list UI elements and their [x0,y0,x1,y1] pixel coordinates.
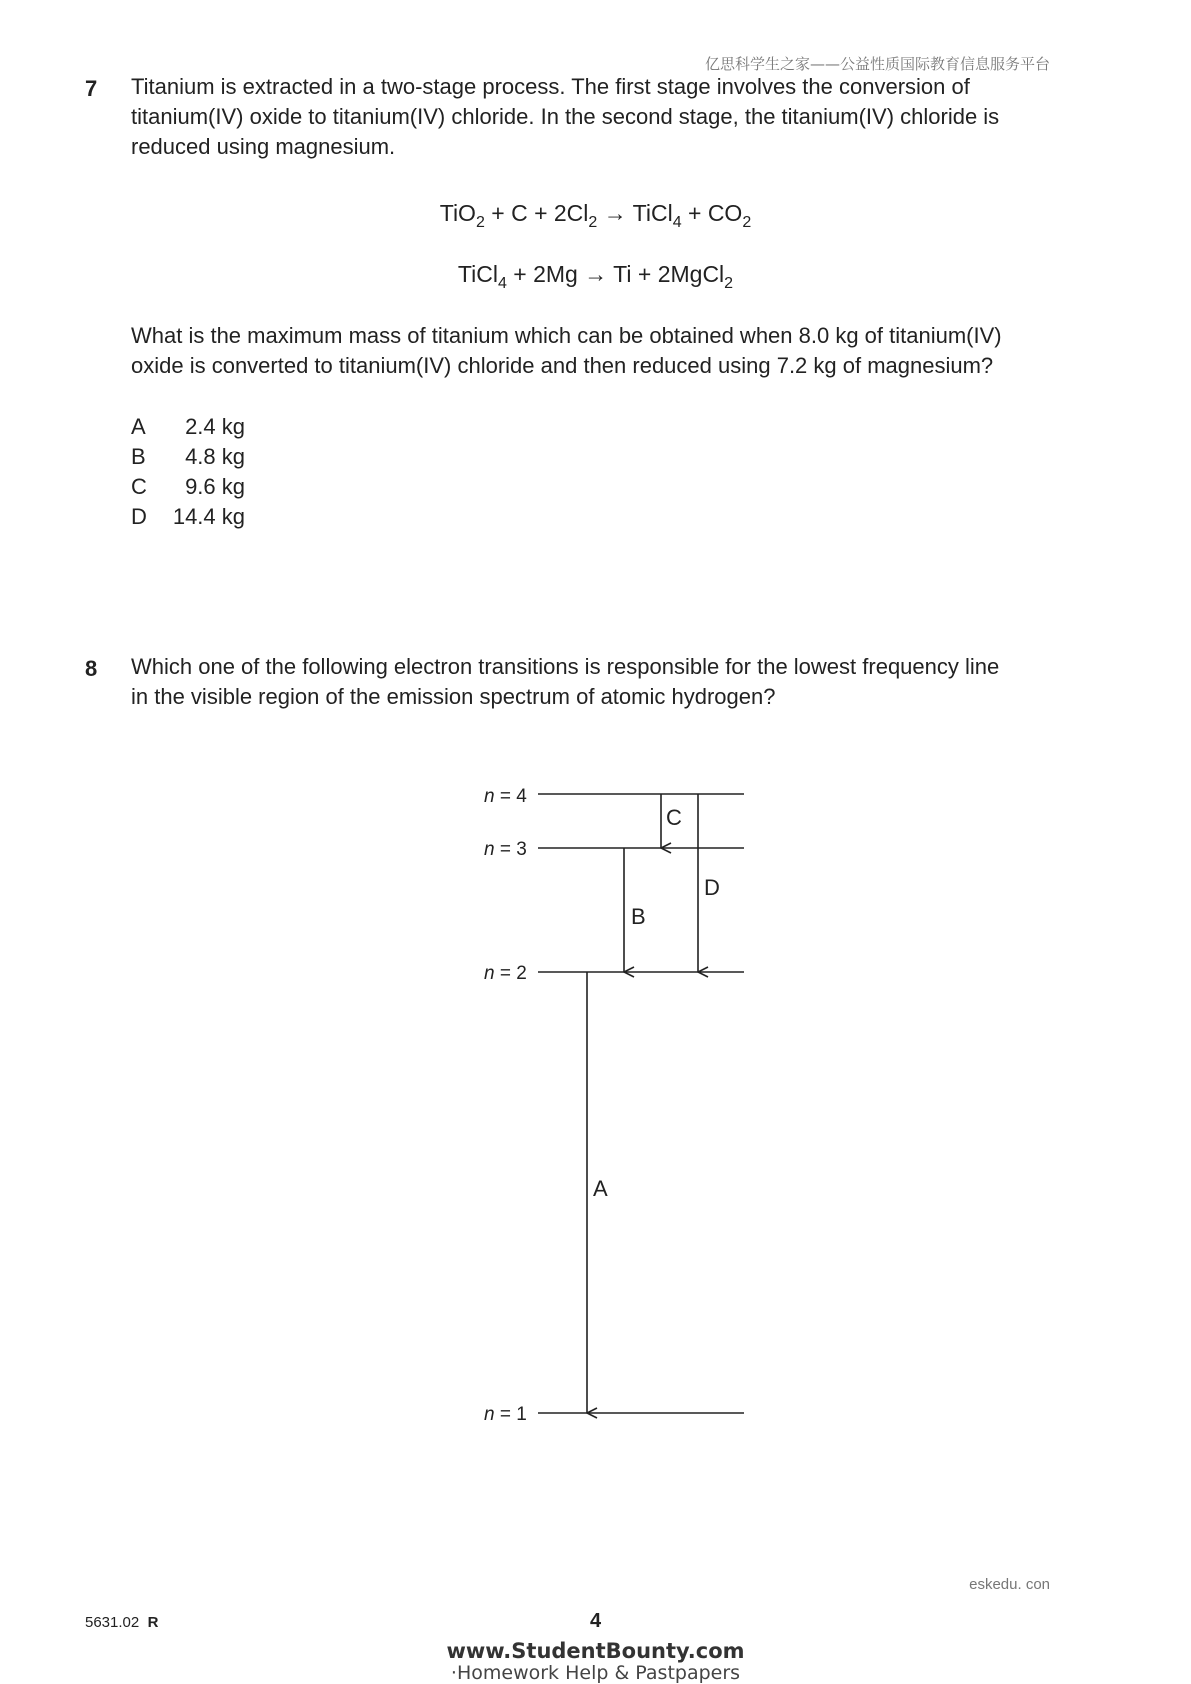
level-label-n2: n = 2 [484,963,527,984]
option-letter: A [131,414,146,439]
option-value: 2.4 kg [185,414,245,439]
level-label-n1: n = 1 [484,1404,527,1425]
level-label-n4: n = 4 [484,786,527,807]
watermark-text: eskedu. con [969,1576,1050,1593]
question-8-number: 8 [85,656,98,681]
site-url[interactable]: www.StudentBounty.com [446,1639,745,1663]
option-value: 4.8 kg [185,444,245,469]
question-7-number: 7 [85,76,98,101]
option-letter: B [131,444,146,469]
question-8-line-1: Which one of the following electron transitions is responsible for the lowest frequency line [131,654,1000,679]
question-7-ask-line-1: What is the maximum mass of titanium which can be obtained when 8.0 kg of titanium(IV) [131,323,1002,348]
question-7-ask-line-2: oxide is converted to titanium(IV) chloride and then reduced using 7.2 kg of magnesium? [131,353,994,378]
transition-label-b: B [631,904,646,929]
site-tagline: ·Homework Help & Pastpapers [450,1662,741,1684]
transition-label-d: D [704,875,720,900]
transition-label-a: A [593,1176,608,1201]
option-value: 14.4 kg [172,504,245,529]
question-8-line-2: in the visible region of the emission spectrum of atomic hydrogen? [131,684,776,709]
equation-2: TiCl$_4$ + 2Mg → Ti + 2MgCl$_2$ [457,261,734,292]
option-letter: C [131,474,147,499]
equation-1: $TiO_2 + C + 2Cl_2$ → TiCl$_4$ + $CO_2$ [439,200,752,231]
question-7-line-3: reduced using magnesium. [131,134,396,159]
studentbounty-logo[interactable] [0,1640,1191,1684]
level-label-n3: n = 3 [484,839,527,860]
transition-label-c: C [666,805,682,830]
question-7-line-2: titanium(IV) oxide to titanium(IV) chloride. In the second stage, the titanium(IV) chloride is [131,104,1000,129]
page-number: 4 [589,1610,602,1632]
header-note: 亿思科学生之家——公益性质国际教育信息服务平台 [704,55,1050,73]
question-7-line-1: Titanium is extracted in a two-stage process. The first stage involves the conversion of [131,74,970,99]
footer-paper-code: 5631.02 R [85,1614,159,1631]
option-value: 9.6 kg [185,474,245,499]
option-letter: D [131,504,147,529]
